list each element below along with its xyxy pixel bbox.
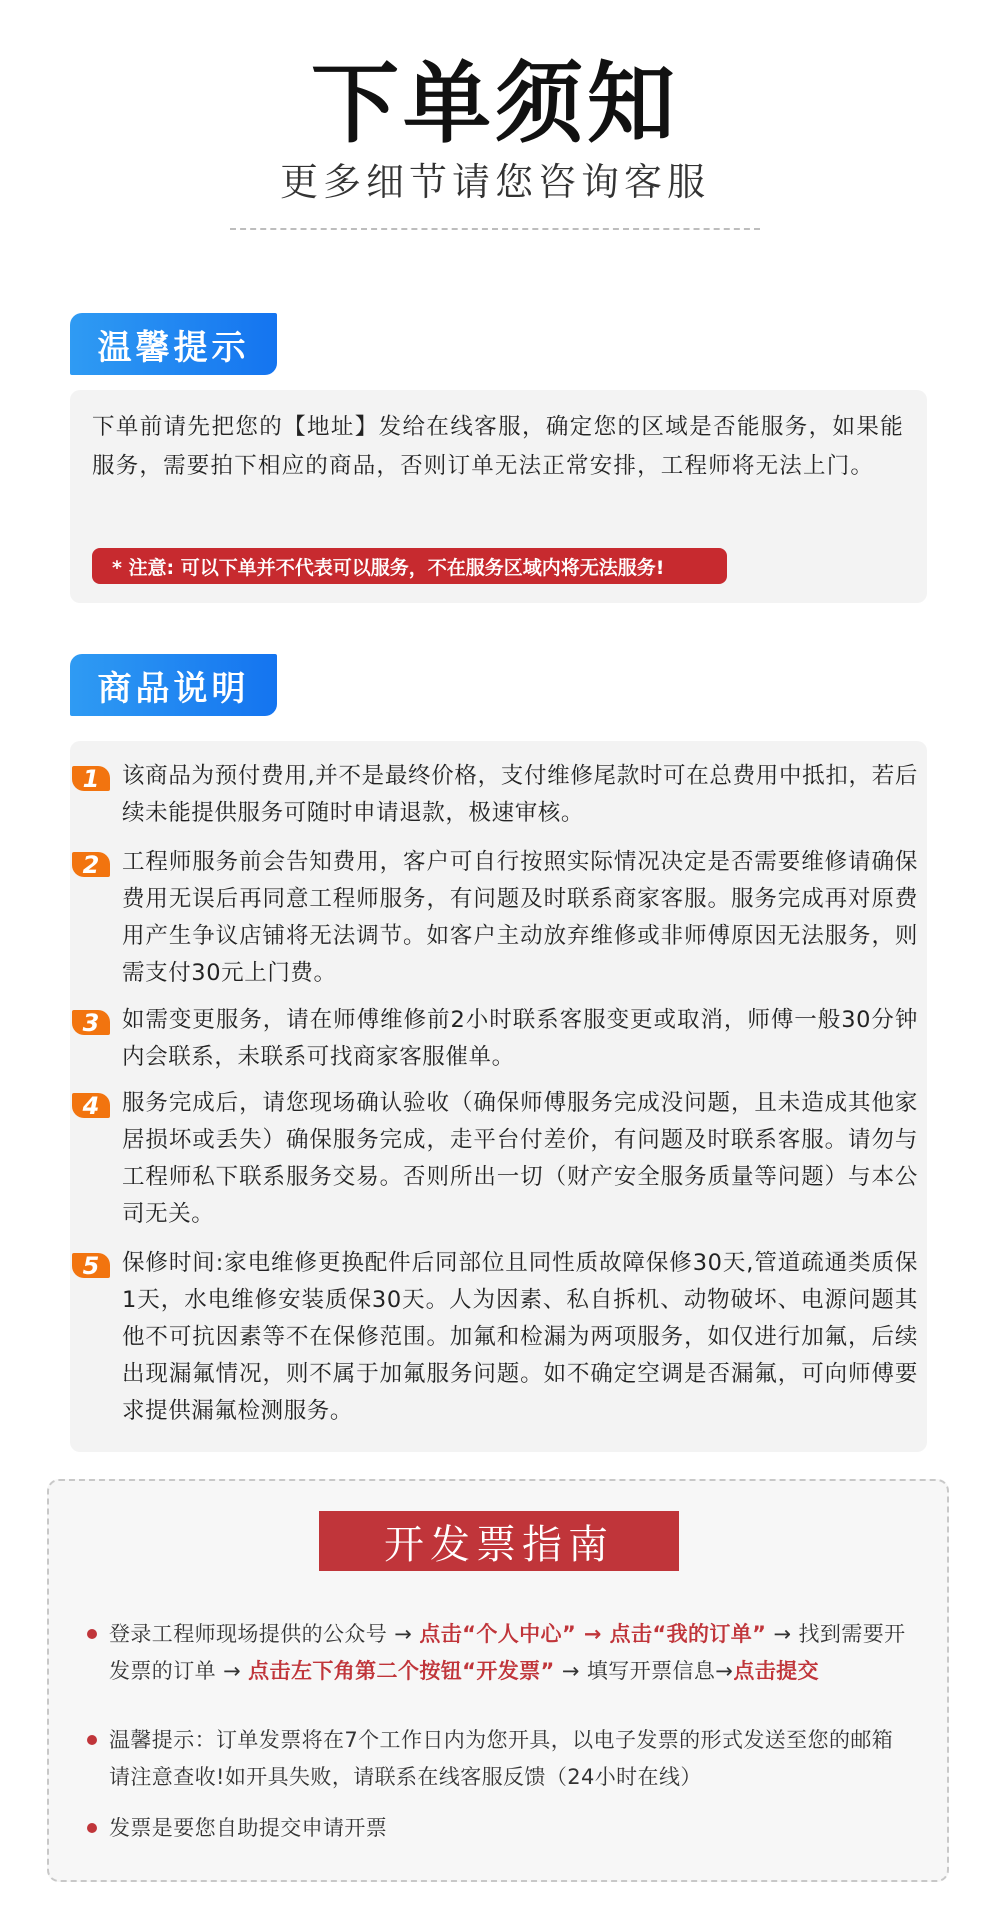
warning-banner: * 注意: 可以下单并不代表可以服务，不在服务区域内将无法服务! (92, 548, 727, 584)
tips-card (70, 390, 927, 603)
bullet-dot-icon (87, 1735, 97, 1745)
bullet-dot-icon (87, 1629, 97, 1639)
tips-text: 下单前请先把您的【地址】发给在线客服，确定您的区域是否能服务，如果能服务，需要拍下相应的商品，否则订单无法正常安排，工程师将无法上门。 (92, 414, 904, 479)
item-text-5: 保修时间:家电维修更换配件后同部位且同性质故障保修30天,管道疏通类质保1天，水电维修安装质保30天。人为因素、私自拆机、动物破坏、电源问题其他不可抗因素等不在保修范围。加氟和检漏为两项服务，如仅进行加氟，后续出现漏氟情况，则不属于加氟服务问题。如不确定空调是否漏氟，可向师傅要求提供漏氟检测服务。 (122, 1250, 918, 1424)
number-badge-2: 2 (72, 852, 110, 877)
invoice-self-text: 发票是要您自助提交申请开票 (109, 1816, 388, 1840)
header-divider (230, 228, 760, 230)
bullet-dot-icon (87, 1823, 97, 1833)
item-text-4: 服务完成后，请您现场确认验收（确保师傅服务完成没问题，且未造成其他家居损坏或丢失）确保服务完成，走平台付差价，有问题及时联系客服。请勿与工程师私下联系服务交易。否则所出一切（财产安全服务质量等问题）与本公司无关。 (122, 1090, 918, 1227)
product-badge: 商品说明 (70, 654, 277, 716)
page-subtitle: 更多细节请您咨询客服 (279, 160, 710, 204)
item-text-2: 工程师服务前会告知费用，客户可自行按照实际情况决定是否需要维修请确保费用无误后再同意工程师服务，有问题及时联系商家客服。服务完成再对原费用产生争议店铺将无法调节。如客户主动放弃维修或非师傅原因无法服务，则需支付30元上门费。 (122, 849, 918, 986)
product-card (70, 741, 927, 1452)
page-title: 下单须知 (310, 52, 679, 155)
invoice-step-text: 登录工程师现场提供的公众号 → 点击“个人中心” → 点击“我的订单” → 找到需要开发票的订单 → 点击左下角第二个按钮“开发票” → 填写开票信息→点击提交 (109, 1622, 906, 1683)
number-badge-4: 4 (72, 1093, 110, 1118)
invoice-note-text: 温馨提示：订单发票将在7个工作日内为您开具，以电子发票的形式发送至您的邮箱请注意查收!如开具失败，请联系在线客服反馈（24小时在线） (109, 1728, 894, 1789)
number-badge-3: 3 (72, 1010, 110, 1035)
item-text-3: 如需变更服务，请在师傅维修前2小时联系客服变更或取消，师傅一般30分钟内会联系，未联系可找商家客服催单。 (122, 1007, 918, 1070)
tips-badge: 温馨提示 (70, 313, 277, 375)
invoice-guide-title: 开发票指南 (319, 1511, 679, 1571)
item-text-1: 该商品为预付费用,并不是最终价格，支付维修尾款时可在总费用中抵扣，若后续未能提供服务可随时申请退款，极速审核。 (122, 763, 918, 826)
number-badge-1: 1 (72, 766, 110, 791)
invoice-guide-box (47, 1479, 949, 1882)
number-badge-5: 5 (72, 1253, 110, 1278)
